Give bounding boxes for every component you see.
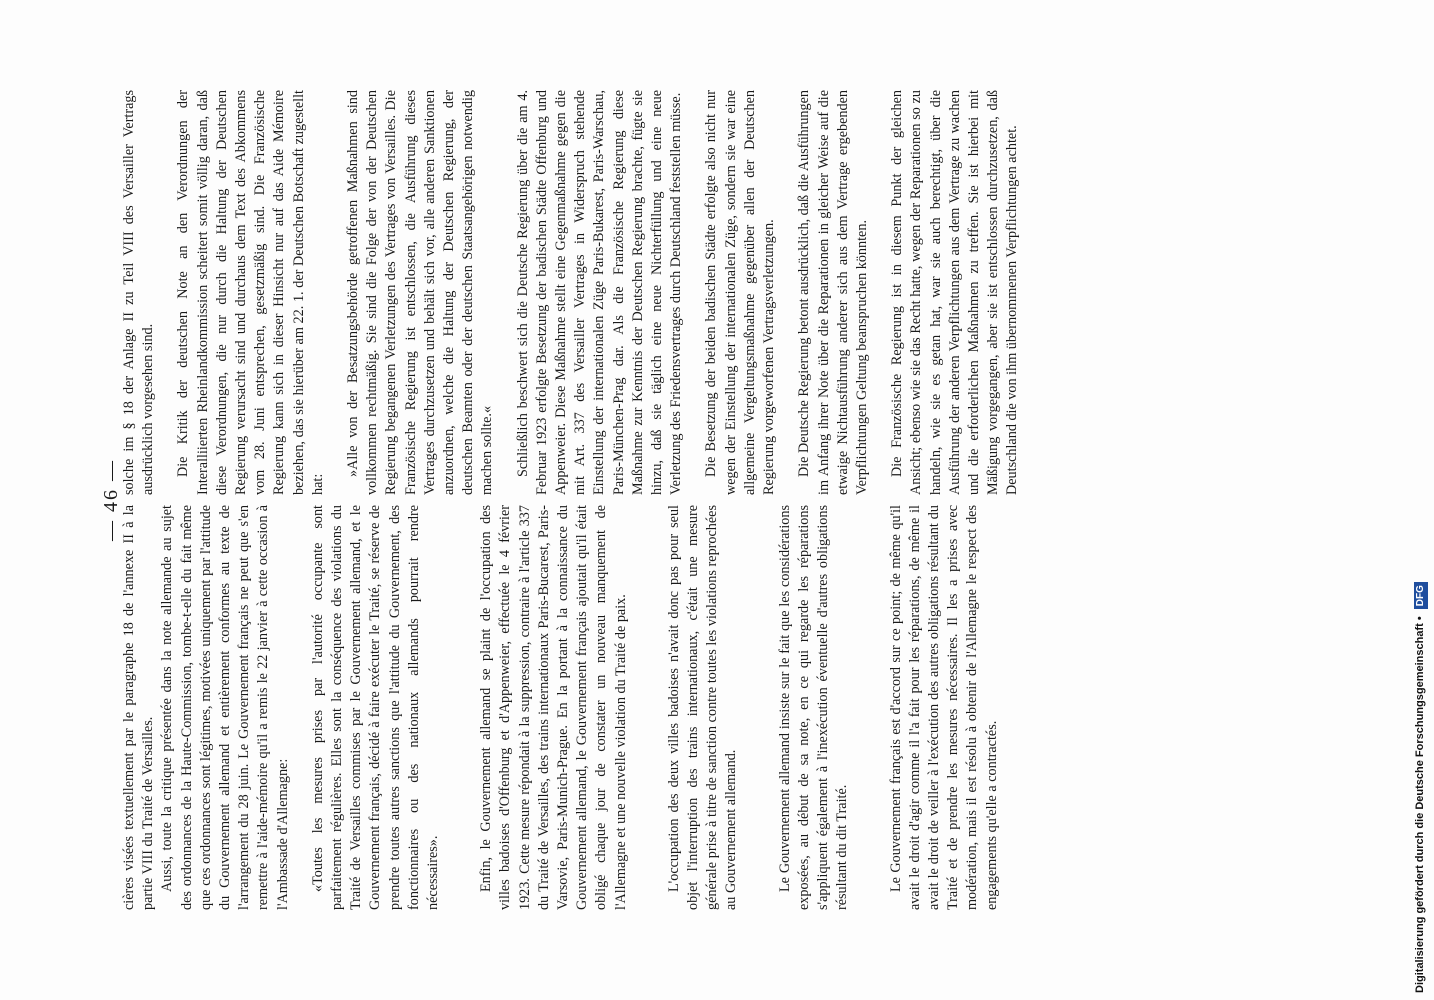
french-paragraph: cières visées textuellement par le paragraphe 18 de l'annexe II à la partie VIII du Traité de Versailles. [121, 505, 157, 910]
french-paragraph: Enfin, le Gouvernement allemand se plaint de l'occupation des villes badoises d'Offenburg et d'Appenweier, effectuée le 4 février 1923. Cette mesure répondait à la suppression, contraire à l'article 337 du Traité de Versailles, des trains internationaux Paris-Bucarest, Paris-Varsovie, Paris-Munich-Prague. En la portant à la connaissance du Gouvernement allemand, le Gouvernement français ajoutait qu'il était obligé chaque jour de constater un nouveau manquement de l'Allemagne et une nouvelle violation du Traité de paix. [478, 505, 629, 910]
french-paragraph: L'occupation des deux villes badoises n'avait donc pas pour seul objet l'interruption des trains internationaux, c'était une mesure générale prise à titre de sanction contre toutes les violations reprochées au Gouvernement allemand. [665, 505, 740, 910]
french-paragraph: «Toutes les mesures prises par l'autorité occupante sont parfaitement régulières. Elles sont la conséquence des violations du Traité de Versailles commises par le Gouvernement allemand, et le Gouvernement français, décidé à faire exécuter le Traité, se réserve de prendre toutes autres sanctions que l'attitude du Gouvernement, des fonctionnaires ou des nationaux allemands pourrait rendre nécessaires». [309, 505, 442, 910]
german-paragraph: Die Besetzung der beiden badischen Städte erfolgte also nicht nur wegen der Einstellung der internationalen Züge, sondern sie war eine allgemeine Vergeltungsmaßnahme gegenüber allen der Deutschen Regierung vorgeworfenen Vertragsverletzungen. [703, 90, 778, 495]
french-column [120, 505, 1220, 910]
german-paragraph: »Alle von der Besatzungsbehörde getroffenen Maßnahmen sind vollkommen rechtmäßig. Sie sind die Folge der von der Deutschen Regierung begangenen Verletzungen des Vertrages von Versailles. Die Französische Regierung ist entschlossen, die Ausführung dieses Vertrages durchzusetzen und behält sich vor, alle anderen Sanktionen anzuordnen, welche die Haltung der Deutschen Regierung, der deutschen Beamten oder der deutschen Staatsangehörigen notwendig machen sollte.« [345, 90, 496, 495]
french-paragraph: Le Gouvernement français est d'accord sur ce point; de même qu'il avait le droit d'agir comme il l'a fait pour les réparations, de même il avait le droit de veiller à l'exécution des autres obligations résultant du Traité et de prendre les mesures nécessaires. Il les a prises avec modération, mais il est résolu à obtenir de l'Allemagne le respect des engagements qu'elle a contractés. [887, 505, 1000, 910]
french-paragraph: Le Gouvernement allemand insiste sur le fait que les considérations exposées, au début de sa note, en ce qui regarde les réparations s'appliquent également à l'inexécution éventuelle d'autres obligations résultant du dit Traité. [776, 505, 851, 910]
german-column [120, 90, 1220, 495]
french-paragraph: Aussi, toute la critique présentée dans la note allemande au sujet des ordonnances de la Haute-Commission, tombe-t-elle du fait même que ces ordonnances sont légitimes, motivées uniquement par l'attitude du Gouvernement allemand et entièrement conformes au texte de l'arrangement du 28 juin. Le Gouvernement français ne peut que s'en remettre à l'aide-mémoire qu'il a remis le 22 janvier à cette occasion à l'Ambassade d'Allemagne: [159, 505, 291, 910]
german-paragraph: solche im § 18 der Anlage II zu Teil VIII des Versailler Vertrags ausdrücklich vorgesehen sind. [121, 90, 157, 495]
rotated-page-content [100, 80, 1220, 920]
german-paragraph: Die Kritik der deutschen Note an den Verordnungen der Interalliierten Rheinlandkommission scheitert somit völlig daran, daß diese Verordnungen, die nur durch die Haltung der Deutschen Regierung verursacht sind und durchaus dem Text des Abkommens vom 28. Juni entsprechen, gesetzmäßig sind. Die Französische Regierung kann sich in dieser Hinsicht nur auf das Aide Mémoire beziehen, das sie hierüber am 22. 1. der Deutschen Botschaft zugestellt hat: [175, 90, 326, 495]
dfg-logo: DFG [1414, 582, 1428, 609]
digitization-credit-text: Digitalisierung gefördert durch die Deutsche Forschungsgemeinschaft • [1414, 616, 1426, 993]
german-paragraph: Die Deutsche Regierung betont ausdrücklich, daß die Ausführungen im Anfang ihrer Note über die Reparationen in gleicher Weise auf die etwaige Nichtausführung anderer sich aus dem Vertrage ergebenden Verpflichtungen Geltung beanspruchen könnten. [796, 90, 870, 495]
german-paragraph: Schließlich beschwert sich die Deutsche Regierung über die am 4. Februar 1923 erfolgte Besetzung der badischen Städte Offenburg und Appenweier. Diese Maßnahme stellt eine Gegenmaßnahme gegen die mit Art. 337 des Versailler Vertrages in Widerspruch stehende Einstellung der internationalen Züge Paris-Bukarest, Paris-Warschau, Paris-München-Prag dar. Als die Französische Regierung diese Maßnahme zur Kenntnis der Deutschen Regierung brachte, fügte sie hinzu, daß sie täglich eine neue Nichterfüllung und eine neue Verletzung des Friedensvertrages durch Deutschland feststellen müsse. [514, 90, 685, 495]
german-paragraph: Die Französische Regierung ist in diesem Punkt der gleichen Ansicht; ebenso wie sie das Recht hatte, wegen der Reparationen so zu handeln, wie sie es getan hat, war sie auch berechtigt, über die Ausführung der anderen Verpflichtungen aus dem Vertrage zu wachen und die erforderlichen Maßnahmen zu treffen. Sie ist hierbei mit Mäßigung vorgegangen, aber sie ist entschlossen durchzusetzen, daß Deutschland die von ihm übernommenen Verpflichtungen achtet. [889, 90, 1021, 495]
page-number: — 46 — [100, 459, 122, 541]
digitization-credit [1410, 8, 1430, 998]
